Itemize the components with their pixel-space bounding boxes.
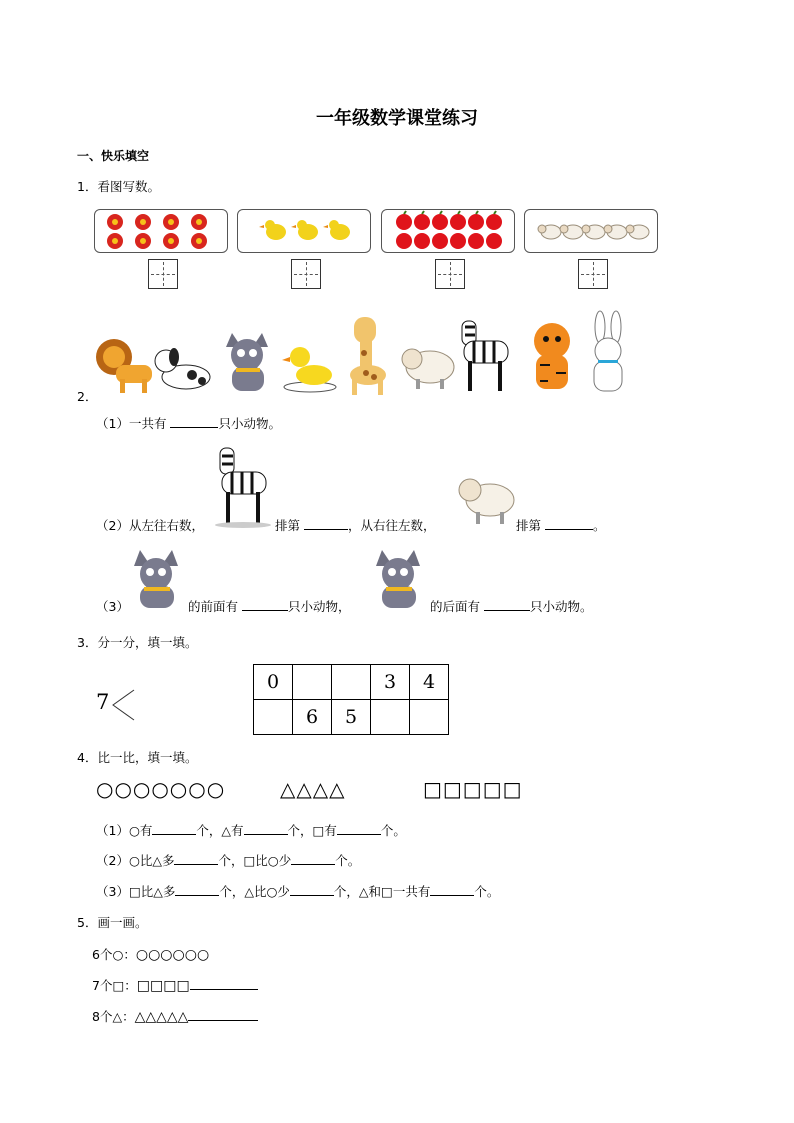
table-row bbox=[254, 700, 449, 735]
answer-box-2[interactable] bbox=[291, 259, 321, 289]
question-5-1: 6个○：○○○○○○ bbox=[92, 947, 210, 963]
answer-blank[interactable] bbox=[484, 610, 530, 611]
giraffe-icon bbox=[350, 317, 386, 395]
question-2-3-prefix: （3） bbox=[96, 599, 129, 614]
answer-blank[interactable] bbox=[545, 529, 593, 530]
answer-blank[interactable] bbox=[304, 529, 348, 530]
sheep-icon bbox=[454, 470, 516, 528]
split-bracket-icon bbox=[110, 688, 138, 722]
sheep-icon bbox=[525, 210, 661, 252]
question-4-label: 4．比一比，填一填。 bbox=[77, 750, 198, 765]
question-4-1: （1）○有 个，△有 个，□有 个。 bbox=[96, 823, 406, 838]
cat-icon bbox=[226, 333, 268, 391]
split-number: 7 bbox=[96, 690, 110, 714]
table-cell[interactable]: 6 bbox=[293, 700, 332, 735]
question-2-label: 2． bbox=[77, 389, 98, 404]
animal-row bbox=[92, 305, 637, 397]
table-cell[interactable] bbox=[410, 700, 449, 735]
question-5-3: 8个△：△△△△△ bbox=[92, 1007, 258, 1025]
table-cell[interactable] bbox=[254, 700, 293, 735]
duck-icon bbox=[282, 347, 336, 392]
answer-blank[interactable] bbox=[188, 1020, 258, 1021]
table-cell[interactable]: 3 bbox=[371, 665, 410, 700]
answer-blank[interactable] bbox=[290, 895, 334, 896]
dog-icon bbox=[155, 348, 210, 389]
table-cell[interactable]: 5 bbox=[332, 700, 371, 735]
answer-blank[interactable] bbox=[170, 427, 218, 428]
answer-box-4[interactable] bbox=[578, 259, 608, 289]
answer-blank[interactable] bbox=[291, 864, 335, 865]
page-title: 一年级数学课堂练习 bbox=[316, 108, 478, 129]
question-5-label: 5．画一画。 bbox=[77, 915, 148, 930]
cat-icon bbox=[370, 550, 428, 610]
table-cell[interactable] bbox=[332, 665, 371, 700]
chick-icon bbox=[238, 210, 370, 252]
answer-box-1[interactable] bbox=[148, 259, 178, 289]
picture-card-flowers bbox=[94, 209, 228, 253]
question-4-3: （3）□比△多 个，△比○少 个，△和□一共有 个。 bbox=[96, 884, 500, 899]
question-2-1: （1）一共有 只小动物。 bbox=[96, 416, 281, 431]
picture-card-sheep bbox=[524, 209, 658, 253]
rabbit-icon bbox=[594, 311, 622, 391]
circle-shapes: ○○○○○○○ bbox=[96, 777, 226, 801]
question-2-3-part: 的前面有 只小动物， bbox=[188, 599, 351, 614]
table-cell[interactable] bbox=[371, 700, 410, 735]
question-2-2-part: 排第 ，从右往左数， bbox=[275, 518, 436, 533]
table-cell[interactable] bbox=[293, 665, 332, 700]
answer-box-3[interactable] bbox=[435, 259, 465, 289]
question-2-2: （2）从左往右数， bbox=[96, 518, 204, 533]
table-row bbox=[254, 665, 449, 700]
question-5-2: 7个□：□□□□ bbox=[92, 976, 258, 994]
tiger-icon bbox=[534, 323, 570, 389]
zebra-icon bbox=[462, 321, 508, 391]
question-2-2-end: 排第 。 bbox=[516, 518, 606, 533]
answer-blank[interactable] bbox=[430, 895, 474, 896]
apple-icon bbox=[382, 210, 514, 252]
section-heading: 一、快乐填空 bbox=[77, 149, 150, 163]
question-1-label: 1．看图写数。 bbox=[77, 179, 160, 194]
cat-icon bbox=[128, 550, 186, 610]
sheep-icon bbox=[402, 349, 454, 389]
answer-blank[interactable] bbox=[244, 834, 288, 835]
table-cell[interactable]: 4 bbox=[410, 665, 449, 700]
table-cell[interactable]: 0 bbox=[254, 665, 293, 700]
flower-icon bbox=[95, 210, 227, 252]
picture-card-apples bbox=[381, 209, 515, 253]
picture-card-chicks bbox=[237, 209, 371, 253]
triangle-shapes: △△△△ bbox=[280, 777, 346, 801]
question-2-3-end: 的后面有 只小动物。 bbox=[430, 599, 593, 614]
answer-blank[interactable] bbox=[175, 895, 219, 896]
question-4-2: （2）○比△多 个，□比○少 个。 bbox=[96, 853, 361, 868]
question-3-label: 3．分一分，填一填。 bbox=[77, 635, 198, 650]
answer-blank[interactable] bbox=[152, 834, 196, 835]
square-shapes: □□□□□ bbox=[423, 777, 523, 801]
lion-icon bbox=[96, 339, 152, 393]
answer-blank[interactable] bbox=[337, 834, 381, 835]
zebra-icon bbox=[212, 446, 274, 528]
answer-blank[interactable] bbox=[190, 989, 258, 990]
answer-blank[interactable] bbox=[242, 610, 288, 611]
split-table bbox=[253, 664, 449, 735]
answer-blank[interactable] bbox=[174, 864, 218, 865]
